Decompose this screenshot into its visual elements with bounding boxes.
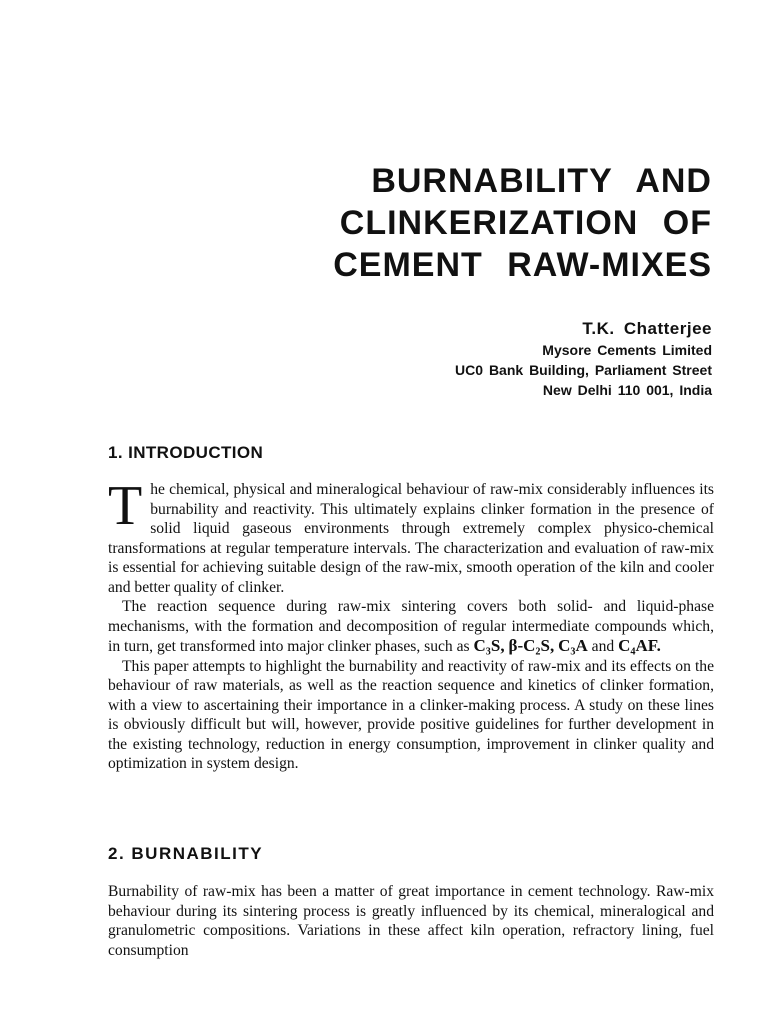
- introduction-body: [108, 475, 714, 774]
- title-line-2: CLINKERIZATION OF: [339, 204, 712, 242]
- burnability-body: [108, 882, 714, 960]
- affiliation-address: UC0 Bank Building, Parliament Street: [455, 362, 712, 378]
- phase-beta-c2s: β-C₂S,: [508, 636, 555, 655]
- intro-paragraph-2-text: The reaction sequence during raw-mix sintering covers both solid- and liquid-phase mechanisms, with the formation and decomposition of regular intermediate compounds which, in turn, get transformed into major clinker phases, such as: [108, 598, 714, 655]
- phase-c3a: C₃A: [558, 636, 588, 655]
- author-block: [300, 318, 712, 400]
- affiliation-city: New Delhi 110 001, India: [542, 382, 712, 398]
- title-line-1: BURNABILITY AND: [371, 162, 712, 200]
- paper-title: [200, 160, 712, 286]
- intro-paragraph-1-text: he chemical, physical and mineralogical behaviour of raw-mix considerably influences its burnability and reactivity. This ultimately explains clinker formation in the presence of solid liquid gaseous environments through extremely complex physico-chemical transformations at regular temperature intervals. The characterization and evaluation of raw-mix is essential for achieving suitable design of the raw-mix, smooth operation of the kiln and cooler and better quality of clinker.: [108, 481, 714, 596]
- intro-paragraph-3: This paper attempts to highlight the burnability and reactivity of raw-mix and its effects on the behaviour of raw materials, as well as the reaction sequence and kinetics of clinker formation, with a view to ascertaining their importance in a clinker-making process. A study on these lines is obviously difficult but will, however, provide positive guidelines for further development in the existing technology, reduction in energy consumption, improvement in clinker quality and optimization in system design.: [108, 657, 714, 772]
- phase-c3s: C₃S,: [473, 636, 505, 655]
- phase-conjunction: and: [591, 638, 615, 655]
- intro-paragraph-2: [108, 597, 714, 657]
- drop-cap: T: [108, 475, 143, 537]
- title-line-3: CEMENT RAW-MIXES: [333, 246, 712, 284]
- section-heading-introduction: 1. INTRODUCTION: [108, 443, 264, 462]
- phase-c4af: C₄AF.: [618, 636, 661, 655]
- intro-paragraph-1: [108, 475, 714, 597]
- burnability-paragraph-1: Burnability of raw-mix has been a matter of great importance in cement technology. Raw-mix behaviour during its sintering process is greatly influenced by its chemical, mineralogical and granulometric compositions. Variations in these affect kiln operation, refractory lining, fuel consumption: [108, 883, 714, 959]
- affiliation-company: Mysore Cements Limited: [542, 342, 712, 358]
- section-heading-burnability: 2. BURNABILITY: [108, 844, 264, 863]
- author-name: T.K. Chatterjee: [582, 319, 712, 338]
